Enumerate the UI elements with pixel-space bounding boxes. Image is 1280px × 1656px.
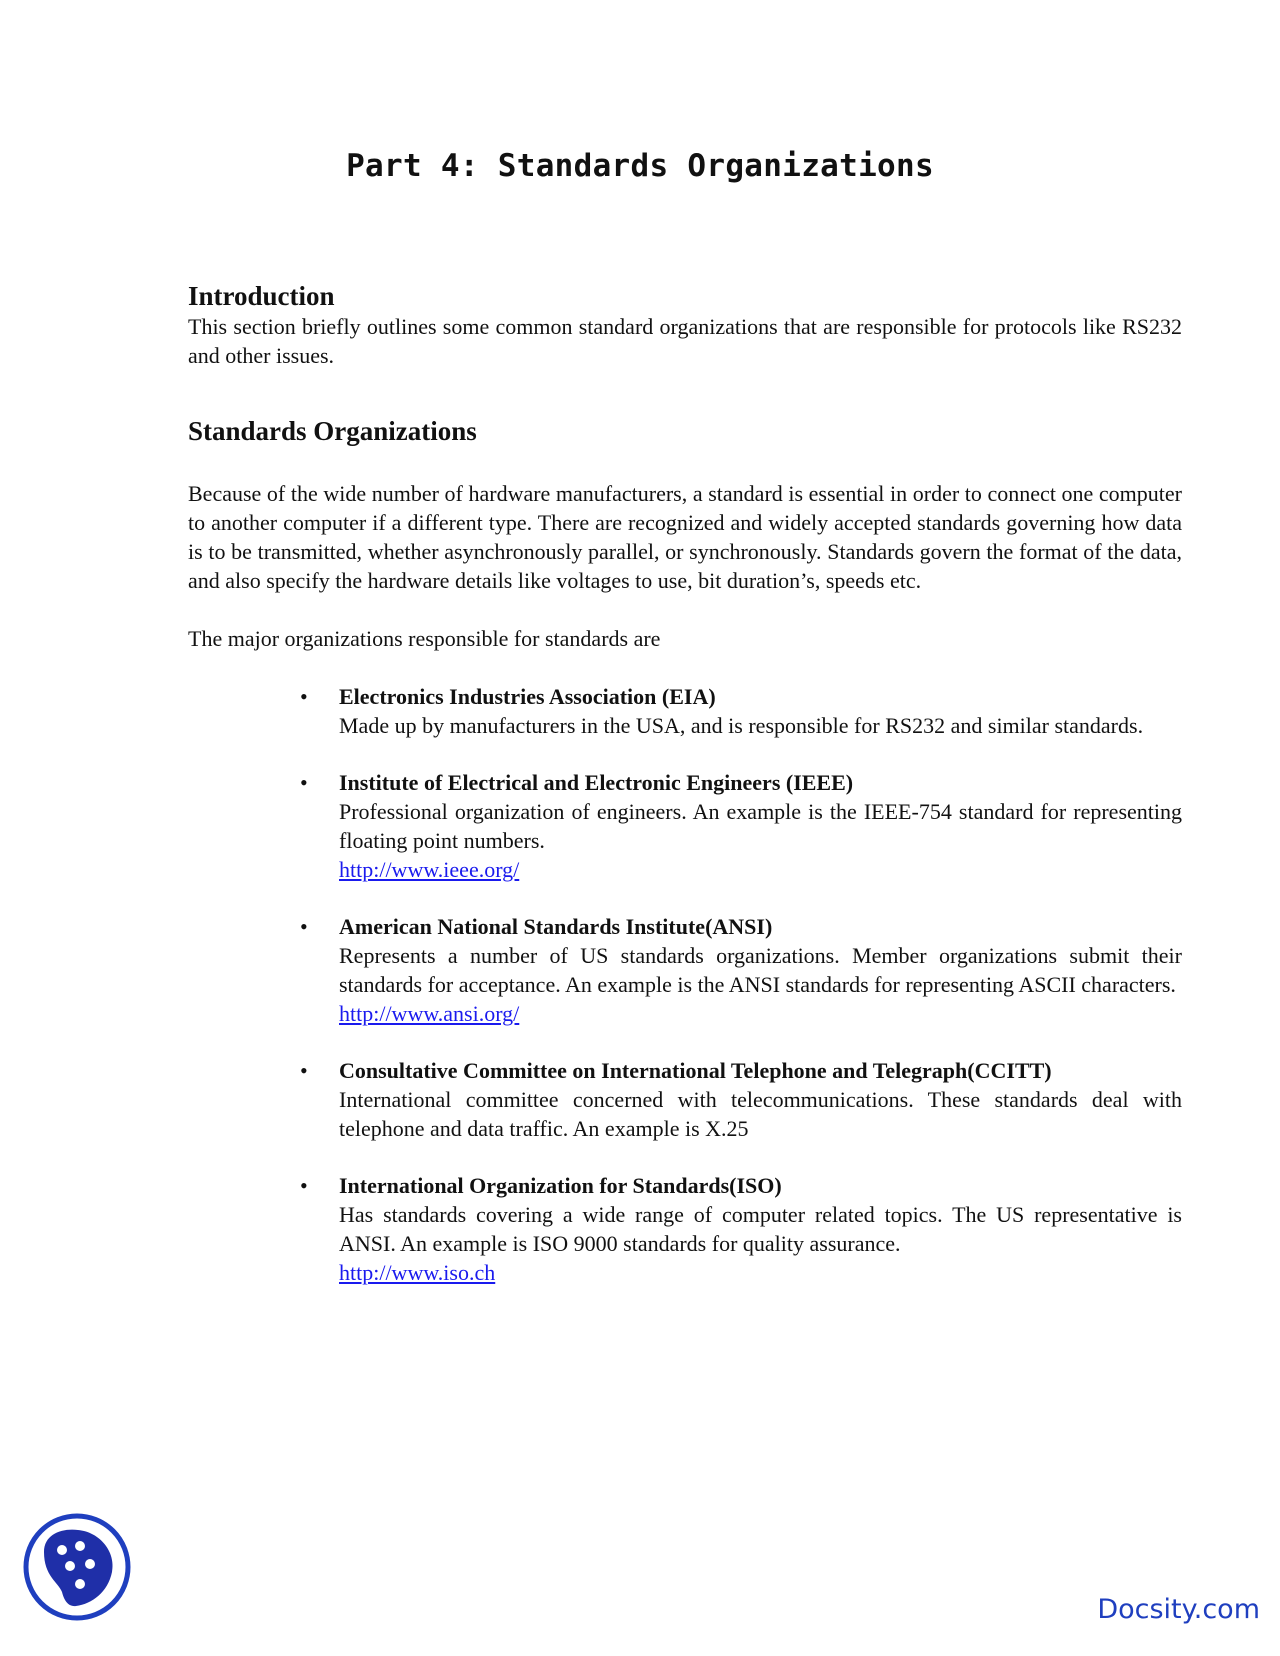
org-item-ansi (188, 912, 1182, 1028)
intro-text: This section briefly outlines some common standard organizations that are responsible for protocols like RS232 and other issues. (188, 314, 1182, 368)
docsity-brand[interactable]: Docsity.com (1097, 1594, 1260, 1625)
standards-paragraph: Because of the wide number of hardware manufacturers, a standard is essential in order to connect one computer to another computer if a different type. There are recognized and widely accepted standards governing how data is to be transmitted, whether asynchronously parallel, or synchronously. Standards govern the format of the data, and also specify the hardware details like voltages to use, bit duration’s, speeds etc. (188, 481, 1182, 593)
org-item-ieee (188, 768, 1182, 884)
bullet-icon: • (300, 914, 308, 939)
org-item-iso (188, 1171, 1182, 1287)
document-body (188, 280, 1182, 1315)
org-description: Professional organization of engineers. An example is the IEEE-754 standard for representing floating point numbers. (339, 799, 1182, 853)
standards-heading: Standards Organizations (188, 416, 477, 446)
page-title: Part 4: Standards Organizations (346, 148, 934, 184)
docsity-logo-icon[interactable] (22, 1512, 132, 1622)
org-description: Has standards covering a wide range of computer related topics. The US representative is ANSI. An example is ISO 9000 standards for quality assurance. (339, 1202, 1182, 1256)
bullet-icon: • (300, 1058, 308, 1083)
org-name: Consultative Committee on International Telephone and Telegraph(CCITT) (339, 1058, 1052, 1083)
major-orgs-intro: The major organizations responsible for standards are (188, 626, 661, 651)
bullet-icon: • (300, 1173, 308, 1198)
org-name: American National Standards Institute(ANSI) (339, 914, 773, 939)
ieee-link[interactable]: http://www.ieee.org/ (339, 857, 520, 882)
bullet-icon: • (300, 684, 308, 709)
org-description: Represents a number of US standards organizations. Member organizations submit their standards for acceptance. An example is the ANSI standards for representing ASCII characters. (339, 943, 1182, 997)
org-item-eia (188, 682, 1182, 740)
org-name: Electronics Industries Association (EIA) (339, 684, 716, 709)
org-description: International committee concerned with telecommunications. These standards deal with telephone and data traffic. An example is X.25 (339, 1087, 1182, 1141)
org-name: Institute of Electrical and Electronic Engineers (IEEE) (339, 770, 854, 795)
ansi-link[interactable]: http://www.ansi.org/ (339, 1001, 520, 1026)
org-name: International Organization for Standards(ISO) (339, 1173, 782, 1198)
org-item-ccitt (188, 1056, 1182, 1143)
bullet-icon: • (300, 770, 308, 795)
iso-link[interactable]: http://www.iso.ch (339, 1260, 496, 1285)
org-description: Made up by manufacturers in the USA, and is responsible for RS232 and similar standards. (339, 713, 1144, 738)
organizations-list (188, 682, 1182, 1287)
docsity-logo-svg (22, 1512, 132, 1622)
intro-heading: Introduction (188, 281, 335, 311)
